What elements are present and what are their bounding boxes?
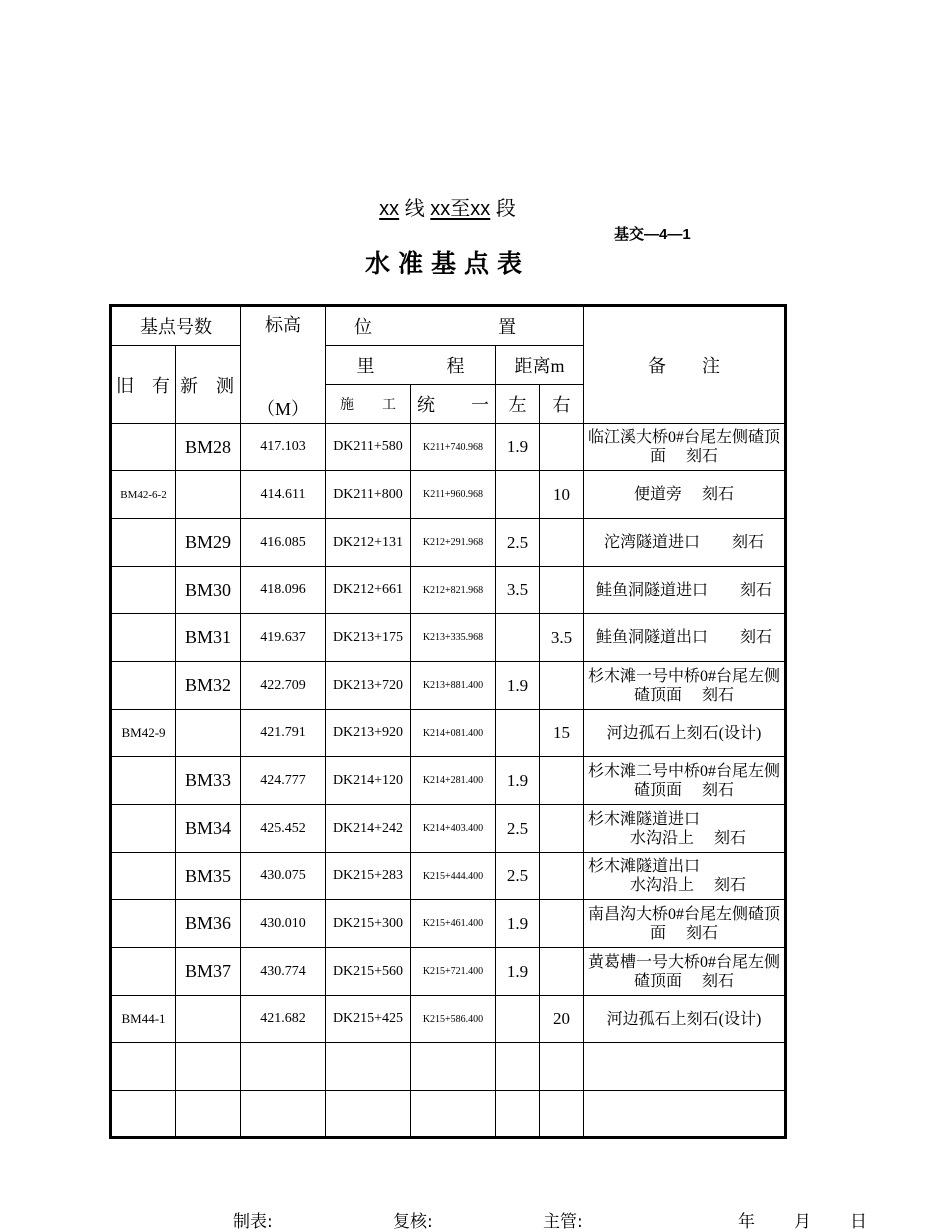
construction-mileage: DK211+800	[326, 471, 411, 519]
distance-left	[496, 710, 540, 757]
empty-row	[111, 1043, 786, 1091]
remarks	[584, 805, 786, 853]
line-section-subtitle	[0, 192, 895, 221]
table-row	[111, 662, 786, 710]
elevation: 421.791	[241, 710, 326, 757]
elevation: 417.103	[241, 424, 326, 471]
distance-right	[540, 757, 584, 805]
new-point: BM35	[176, 853, 241, 900]
table-row	[111, 853, 786, 900]
footer-made-by: 制表:	[233, 1212, 273, 1232]
distance-right: 3.5	[540, 614, 584, 662]
construction-mileage: DK215+283	[326, 853, 411, 900]
old-point	[111, 900, 176, 948]
remarks: 黄葛槽一号大桥0#台尾左侧碴顶面 刻石	[584, 948, 786, 996]
distance-right	[540, 662, 584, 710]
table-row	[111, 757, 786, 805]
remarks: 河边孤石上刻石(设计)	[584, 996, 786, 1043]
table-row	[111, 614, 786, 662]
remarks-line-2: 水沟沿上 刻石	[630, 829, 747, 847]
old-point	[111, 757, 176, 805]
benchmark-table	[109, 304, 787, 1139]
distance-right	[540, 900, 584, 948]
distance-right: 20	[540, 996, 584, 1043]
new-point: BM29	[176, 519, 241, 567]
unified-mileage: K211+740.968	[411, 424, 496, 471]
unified-mileage: K213+881.400	[411, 662, 496, 710]
header-old: 旧 有	[111, 346, 176, 424]
distance-right: 15	[540, 710, 584, 757]
header-unified: 统 一	[411, 385, 496, 424]
table-row	[111, 567, 786, 614]
footer-checked-by: 复核:	[393, 1212, 433, 1232]
header-elevation	[241, 306, 326, 424]
old-point	[111, 948, 176, 996]
elevation: 419.637	[241, 614, 326, 662]
header-new: 新 测	[176, 346, 241, 424]
unified-mileage: K213+335.968	[411, 614, 496, 662]
distance-left: 3.5	[496, 567, 540, 614]
new-point: BM34	[176, 805, 241, 853]
line-suffix: 线	[404, 198, 425, 220]
distance-left: 2.5	[496, 519, 540, 567]
header-mileage: 里 程	[326, 346, 496, 385]
distance-left: 1.9	[496, 900, 540, 948]
new-point: BM36	[176, 900, 241, 948]
table-row	[111, 710, 786, 757]
old-point	[111, 662, 176, 710]
construction-mileage: DK214+242	[326, 805, 411, 853]
header-remarks: 备 注	[584, 306, 786, 424]
unified-mileage: K214+403.400	[411, 805, 496, 853]
header-position: 位 置	[326, 306, 584, 346]
table-row	[111, 471, 786, 519]
remarks-line-1: 杉木滩隧道出口	[588, 858, 701, 875]
remarks: 鲑鱼洞隧道进口 刻石	[584, 567, 786, 614]
distance-left: 1.9	[496, 424, 540, 471]
header-distance: 距离m	[496, 346, 584, 385]
distance-right: 10	[540, 471, 584, 519]
page-title: 水准基点表	[364, 249, 530, 278]
distance-left: 2.5	[496, 853, 540, 900]
construction-mileage: DK212+131	[326, 519, 411, 567]
remarks: 鲑鱼洞隧道出口 刻石	[584, 614, 786, 662]
unified-mileage: K215+444.400	[411, 853, 496, 900]
distance-right	[540, 948, 584, 996]
table-row	[111, 519, 786, 567]
footer-day: 日	[850, 1212, 867, 1232]
distance-left: 1.9	[496, 757, 540, 805]
section-range: xx至xx	[430, 198, 491, 220]
elevation: 414.611	[241, 471, 326, 519]
old-point	[111, 424, 176, 471]
old-point	[111, 567, 176, 614]
distance-right	[540, 567, 584, 614]
elevation: 424.777	[241, 757, 326, 805]
table-row	[111, 948, 786, 996]
old-point	[111, 853, 176, 900]
distance-right	[540, 519, 584, 567]
remarks: 便道旁 刻石	[584, 471, 786, 519]
old-point: BM44-1	[111, 996, 176, 1043]
table-row	[111, 424, 786, 471]
footer-year: 年	[738, 1212, 755, 1232]
elevation: 421.682	[241, 996, 326, 1043]
distance-right	[540, 853, 584, 900]
distance-left: 1.9	[496, 948, 540, 996]
footer-month: 月	[794, 1212, 811, 1232]
new-point: BM33	[176, 757, 241, 805]
remarks-line-1: 杉木滩隧道进口	[588, 810, 701, 828]
old-point	[111, 614, 176, 662]
distance-right	[540, 424, 584, 471]
construction-mileage: DK215+560	[326, 948, 411, 996]
unified-mileage: K215+586.400	[411, 996, 496, 1043]
header-point-no: 基点号数	[111, 306, 241, 346]
old-point: BM42-6-2	[111, 471, 176, 519]
old-point: BM42-9	[111, 710, 176, 757]
new-point	[176, 471, 241, 519]
old-point	[111, 805, 176, 853]
header-left: 左	[496, 385, 540, 424]
form-code: 基交—4—1	[614, 226, 691, 243]
new-point	[176, 996, 241, 1043]
header-construction: 施 工	[326, 385, 411, 424]
remarks: 杉木滩二号中桥0#台尾左侧碴顶面 刻石	[584, 757, 786, 805]
remarks	[584, 853, 786, 900]
elevation: 418.096	[241, 567, 326, 614]
unified-mileage: K215+461.400	[411, 900, 496, 948]
empty-row	[111, 1091, 786, 1138]
distance-left	[496, 996, 540, 1043]
header-elev-label: 标高	[265, 315, 301, 335]
unified-mileage: K212+821.968	[411, 567, 496, 614]
unified-mileage: K214+281.400	[411, 757, 496, 805]
elevation: 430.010	[241, 900, 326, 948]
elevation: 430.075	[241, 853, 326, 900]
remarks-line-2: 水沟沿上 刻石	[630, 877, 747, 894]
construction-mileage: DK213+720	[326, 662, 411, 710]
distance-left: 1.9	[496, 662, 540, 710]
construction-mileage: DK211+580	[326, 424, 411, 471]
new-point: BM28	[176, 424, 241, 471]
header-elev-unit: （M）	[256, 399, 309, 419]
elevation: 416.085	[241, 519, 326, 567]
construction-mileage: DK215+300	[326, 900, 411, 948]
elevation: 425.452	[241, 805, 326, 853]
footer-supervisor: 主管:	[543, 1212, 583, 1232]
elevation: 430.774	[241, 948, 326, 996]
unified-mileage: K212+291.968	[411, 519, 496, 567]
distance-right	[540, 805, 584, 853]
old-point	[111, 519, 176, 567]
distance-left	[496, 614, 540, 662]
new-point: BM30	[176, 567, 241, 614]
table-row	[111, 996, 786, 1043]
new-point	[176, 710, 241, 757]
table-row	[111, 900, 786, 948]
construction-mileage: DK212+661	[326, 567, 411, 614]
remarks: 沱湾隧道进口 刻石	[584, 519, 786, 567]
unified-mileage: K214+081.400	[411, 710, 496, 757]
section-suffix: 段	[495, 198, 516, 220]
new-point: BM32	[176, 662, 241, 710]
construction-mileage: DK213+920	[326, 710, 411, 757]
distance-left: 2.5	[496, 805, 540, 853]
construction-mileage: DK213+175	[326, 614, 411, 662]
unified-mileage: K211+960.968	[411, 471, 496, 519]
elevation: 422.709	[241, 662, 326, 710]
unified-mileage: K215+721.400	[411, 948, 496, 996]
header-right: 右	[540, 385, 584, 424]
line-name: xx	[379, 198, 400, 220]
remarks: 临江溪大桥0#台尾左侧碴顶面 刻石	[584, 424, 786, 471]
new-point: BM37	[176, 948, 241, 996]
distance-left	[496, 471, 540, 519]
new-point: BM31	[176, 614, 241, 662]
remarks: 杉木滩一号中桥0#台尾左侧碴顶面 刻石	[584, 662, 786, 710]
remarks: 河边孤石上刻石(设计)	[584, 710, 786, 757]
remarks: 南昌沟大桥0#台尾左侧碴顶面 刻石	[584, 900, 786, 948]
construction-mileage: DK214+120	[326, 757, 411, 805]
construction-mileage: DK215+425	[326, 996, 411, 1043]
table-row	[111, 805, 786, 853]
